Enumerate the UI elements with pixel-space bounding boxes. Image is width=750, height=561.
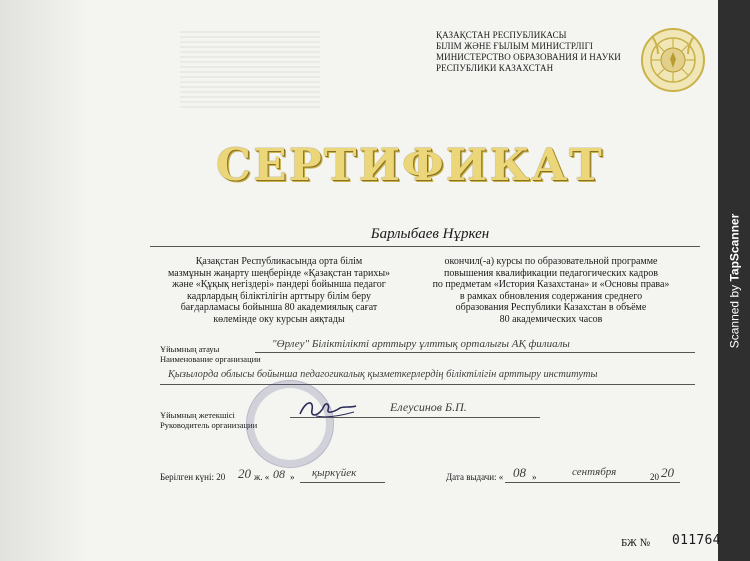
issue-date-ru-year-prefix: 20 — [650, 472, 659, 482]
organization-name-line-1: "Өрлеу" Біліктілікті арттыру ұлттық орталығы АҚ филиалы — [272, 338, 570, 350]
scanner-brand: TapScanner — [727, 213, 741, 282]
ru-text-line: по предметам «История Казахстана» и «Основы права» — [432, 279, 670, 291]
ministry-kz-line-2: БІЛІМ ЖӘНЕ ҒЫЛЫМ МИНИСТРЛІГІ — [436, 41, 594, 51]
certificate-text-ru — [416, 256, 686, 326]
issue-date-ru-year: 20 — [661, 465, 674, 480]
issue-date-ru-month: сентября — [572, 466, 617, 478]
scanner-watermark-text — [727, 213, 741, 348]
kz-text-line: мазмұнын жаңарту шеңберінде «Қазақстан тарихы» — [167, 267, 391, 279]
issue-date-kz-underline — [300, 482, 385, 483]
certificate-title: СЕРТИФИКАТ — [216, 140, 604, 191]
serial-label: БЖ № — [621, 537, 651, 549]
organization-label — [160, 344, 261, 364]
issue-date-kz-close: » — [290, 472, 295, 482]
issue-date-kz-day: 08 — [273, 467, 285, 481]
kz-text-line: көлемінде оку курсын аяқтады — [213, 313, 345, 325]
ministry-header — [436, 30, 636, 74]
ministry-ru-line-2: РЕСПУБЛИКИ КАЗАХСТАН — [436, 63, 554, 73]
head-label-ru: Руководитель организации — [160, 420, 258, 430]
issue-date-ru-label: Дата выдачи: « — [446, 472, 504, 482]
organization-name-line-2: Қызылорда облысы бойынша педагогикалық қызметкерлердің біліктілігін арттыру институты — [168, 369, 598, 380]
kz-text-line: бағдарламасы бойынша 80 академиялық сағат — [180, 302, 378, 314]
issue-date-kz-label: Берілген күні: 20 — [160, 472, 226, 482]
recipient-underline — [150, 246, 700, 247]
ru-text-line: окончил(-а) курсы по образовательной программе — [444, 256, 658, 267]
kz-text-line: және «Құқық негіздері» пәндері бойынша педагог — [172, 279, 386, 291]
faded-watermark-stamp — [180, 30, 320, 108]
scanner-prefix: Scanned by — [727, 281, 741, 348]
ministry-kz-line-1: ҚАЗАҚСТАН РЕСПУБЛИКАСЫ — [436, 30, 567, 40]
issue-date-ru-underline — [505, 482, 680, 483]
issue-date-kz-month: қыркүйек — [312, 467, 357, 479]
certificate-text-kz — [148, 256, 410, 326]
head-name: Елеусинов Б.П. — [390, 400, 467, 414]
ru-text-line: 80 академических часов — [499, 313, 603, 325]
issue-date-ru-day: 08 — [513, 465, 526, 480]
ru-text-line: образования Республики Казахстан в объёме — [455, 302, 647, 314]
issue-date-kz-separator: ж. « — [254, 472, 270, 482]
official-stamp — [246, 380, 334, 468]
kz-text-line: Қазақстан Республикасында орта білім — [195, 256, 363, 267]
scanner-watermark — [718, 0, 750, 561]
head-label — [160, 410, 257, 430]
organization-label-ru: Наименование организации — [160, 354, 261, 364]
head-label-kz: Ұйымның жетекшісі — [160, 410, 235, 420]
ru-text-line: в рамках обновления содержания среднего — [459, 290, 643, 302]
serial-number: 011764 — [672, 533, 721, 548]
organization-underline-1 — [255, 352, 695, 353]
ru-text-line: повышения квалификации педагогических кадров — [444, 267, 658, 279]
signature-icon — [296, 396, 366, 422]
issue-date-kz-year: 20 — [238, 466, 251, 481]
recipient-name: Барлыбаев Нұркен — [370, 226, 490, 242]
head-underline — [290, 417, 540, 418]
issue-date-ru-close: » — [532, 472, 537, 482]
kz-text-line: кадрлардың біліктілігін арттыру білім беру — [187, 290, 371, 302]
scan-edge-shadow — [0, 0, 90, 561]
organization-label-kz: Ұйымның атауы — [160, 344, 220, 354]
ministry-ru-line-1: МИНИСТЕРСТВО ОБРАЗОВАНИЯ И НАУКИ — [436, 52, 621, 62]
state-emblem-icon — [640, 26, 706, 94]
organization-underline-2 — [160, 384, 695, 385]
